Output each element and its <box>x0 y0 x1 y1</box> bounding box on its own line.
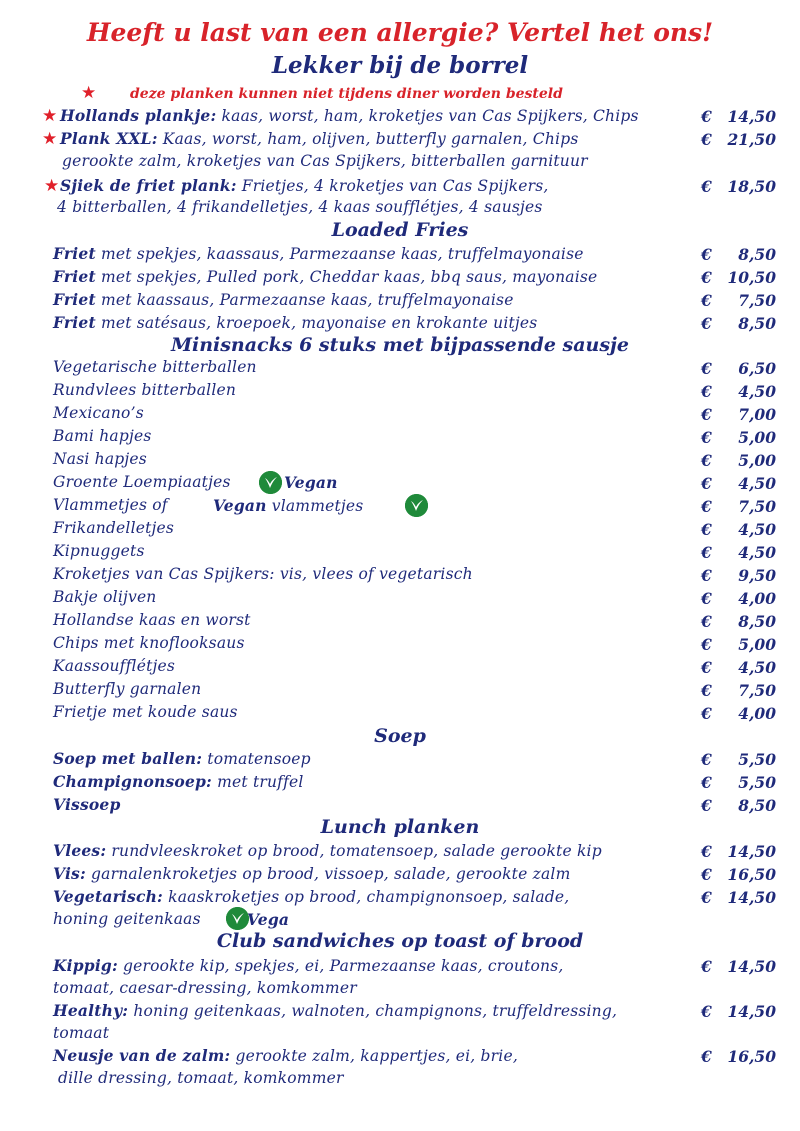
euro-sign: € <box>701 107 712 126</box>
item-desc-line2: honing geitenkaas <box>53 910 201 928</box>
menu-item-name-desc <box>53 496 168 514</box>
vega-leaf-icon <box>226 907 249 930</box>
item-name: Vegetarisch: <box>53 887 163 906</box>
item-name: Groente Loempiaatjes <box>53 473 231 491</box>
item-name: Friet <box>53 244 96 263</box>
item-name: Bami hapjes <box>53 427 152 445</box>
menu-item-name-desc <box>60 129 578 148</box>
page-title: Lekker bij de borrel <box>271 52 529 79</box>
euro-sign: € <box>701 268 712 287</box>
euro-sign: € <box>701 842 712 861</box>
vegan-label: Vegan <box>284 473 338 492</box>
item-price: 16,50 <box>727 865 776 884</box>
euro-sign: € <box>701 382 712 401</box>
euro-sign: € <box>701 177 712 196</box>
item-name: Neusje van de zalm: <box>53 1046 231 1065</box>
euro-sign: € <box>701 359 712 378</box>
item-price: 4,50 <box>738 520 776 539</box>
euro-sign: € <box>701 865 712 884</box>
item-desc: met spekjes, Pulled pork, Cheddar kaas, bbq saus, mayonaise <box>95 268 598 286</box>
menu-item-name-desc <box>53 887 569 906</box>
item-desc: rundvleeskroket op brood, tomatensoep, salade gerookte kip <box>106 842 602 860</box>
star-icon: ★ <box>44 176 60 196</box>
euro-sign: € <box>701 520 712 539</box>
item-price: 4,50 <box>738 658 776 677</box>
item-price: 14,50 <box>727 888 776 907</box>
item-name: Hollandse kaas en worst <box>53 611 251 629</box>
menu-item-name-desc <box>53 864 570 883</box>
menu-item-name-desc <box>60 176 549 195</box>
euro-sign: € <box>701 750 712 769</box>
item-price: 7,50 <box>738 681 776 700</box>
item-price: 8,50 <box>738 612 776 631</box>
euro-sign: € <box>701 888 712 907</box>
section-title-minisnacks: Minisnacks 6 stuks met bijpassende sausje <box>170 334 630 356</box>
item-price: 16,50 <box>727 1047 776 1066</box>
menu-item-name-desc <box>53 1001 617 1020</box>
euro-sign: € <box>701 405 712 424</box>
item-price: 4,50 <box>738 382 776 401</box>
euro-sign: € <box>701 658 712 677</box>
euro-sign: € <box>701 681 712 700</box>
item-name: Kippig: <box>53 956 118 975</box>
item-desc: kaaskroketjes op brood, champignonsoep, salade, <box>162 888 570 906</box>
menu-item-name-desc <box>53 841 602 860</box>
item-desc: vlammetjes <box>266 497 364 515</box>
item-name: Champignonsoep: <box>53 772 212 791</box>
item-price: 21,50 <box>727 130 776 149</box>
item-desc: gerookte zalm, kappertjes, ei, brie, <box>230 1047 518 1065</box>
item-desc-line2: 4 bitterballen, 4 frikandelletjes, 4 kaas soufflétjes, 4 sausjes <box>57 198 543 216</box>
vegan-label: Vegan <box>213 496 267 515</box>
menu-item-name-desc <box>53 290 514 309</box>
borrel-note: deze planken kunnen niet tijdens diner worden besteld <box>130 86 563 102</box>
item-desc: kaas, worst, ham, kroketjes van Cas Spijkers, Chips <box>216 107 639 125</box>
euro-sign: € <box>701 245 712 264</box>
item-price: 5,00 <box>738 635 776 654</box>
euro-sign: € <box>701 1002 712 1021</box>
euro-sign: € <box>701 474 712 493</box>
item-price: 9,50 <box>738 566 776 585</box>
euro-sign: € <box>701 291 712 310</box>
item-price: 8,50 <box>738 796 776 815</box>
item-name: Soep met ballen: <box>53 749 203 768</box>
item-desc: garnalenkroketjes op brood, vissoep, salade, gerookte zalm <box>85 865 571 883</box>
euro-sign: € <box>701 589 712 608</box>
vegan-leaf-icon <box>405 494 428 517</box>
item-price: 7,50 <box>738 497 776 516</box>
item-name: Friet <box>53 267 96 286</box>
menu-item-name-desc <box>53 313 537 332</box>
item-name: Vis: <box>53 864 86 883</box>
item-name: Friet <box>53 290 96 309</box>
vega-label: Vega <box>247 910 290 929</box>
euro-sign: € <box>701 130 712 149</box>
item-price: 14,50 <box>727 107 776 126</box>
menu-item-name-desc <box>53 772 304 791</box>
item-price: 4,00 <box>738 704 776 723</box>
item-price: 4,50 <box>738 474 776 493</box>
item-desc-line2: gerookte zalm, kroketjes van Cas Spijkers, bitterballen garnituur <box>62 152 588 170</box>
euro-sign: € <box>701 773 712 792</box>
item-desc: met satésaus, kroepoek, mayonaise en krokante uitjes <box>95 314 538 332</box>
item-price: 7,50 <box>738 291 776 310</box>
item-desc-line2: tomaat <box>53 1024 110 1042</box>
euro-sign: € <box>701 796 712 815</box>
item-name: Vlees: <box>53 841 107 860</box>
item-price: 5,00 <box>738 451 776 470</box>
star-icon: ★ <box>42 129 58 149</box>
euro-sign: € <box>701 612 712 631</box>
item-desc-line2: tomaat, caesar-dressing, komkommer <box>53 979 357 997</box>
item-price: 14,50 <box>727 957 776 976</box>
euro-sign: € <box>701 314 712 333</box>
item-name: Kaassoufflétjes <box>53 657 176 675</box>
item-price: 14,50 <box>727 842 776 861</box>
euro-sign: € <box>701 451 712 470</box>
item-name: Hollands plankje: <box>60 106 217 125</box>
euro-sign: € <box>701 566 712 585</box>
item-name: Healthy: <box>53 1001 129 1020</box>
item-name: Plank XXL: <box>60 129 158 148</box>
item-price: 8,50 <box>738 314 776 333</box>
menu-item-name-desc <box>53 795 121 814</box>
item-name: Vissoep <box>53 795 121 814</box>
menu-item-name-desc <box>53 267 597 286</box>
item-price: 5,50 <box>738 750 776 769</box>
star-icon: ★ <box>42 106 58 126</box>
item-price: 6,50 <box>738 359 776 378</box>
item-desc: Frietjes, 4 kroketjes van Cas Spijkers, <box>236 177 549 195</box>
item-desc: met kaassaus, Parmezaanse kaas, truffelmayonaise <box>95 291 514 309</box>
item-name: Chips met knoflooksaus <box>53 634 245 652</box>
item-name: Bakje olijven <box>53 588 157 606</box>
item-price: 8,50 <box>738 245 776 264</box>
section-title-soep: Soep <box>374 725 426 747</box>
item-price: 5,50 <box>738 773 776 792</box>
item-desc: tomatensoep <box>202 750 311 768</box>
euro-sign: € <box>701 704 712 723</box>
item-price: 7,00 <box>738 405 776 424</box>
item-name: Rundvlees bitterballen <box>53 381 237 399</box>
euro-sign: € <box>701 497 712 516</box>
menu-item-name-desc <box>53 473 231 491</box>
menu-item-name-desc <box>53 244 584 263</box>
vegan-variant <box>213 496 363 515</box>
item-price: 10,50 <box>727 268 776 287</box>
section-title-club: Club sandwiches op toast of brood <box>216 930 584 952</box>
item-name: Mexicano’s <box>53 404 144 422</box>
item-name: Sjiek de friet plank: <box>60 176 237 195</box>
section-title-lunch: Lunch planken <box>320 816 480 838</box>
menu-item-name-desc <box>53 749 311 768</box>
euro-sign: € <box>701 635 712 654</box>
item-name: Kipnuggets <box>53 542 145 560</box>
item-name: Kroketjes van Cas Spijkers: vis, vlees of vegetarisch <box>53 565 473 583</box>
item-desc: Kaas, worst, ham, olijven, butterfly garnalen, Chips <box>157 130 579 148</box>
menu-item-name-desc <box>53 956 564 975</box>
item-name: Vlammetjes of <box>53 496 168 514</box>
item-name: Nasi hapjes <box>53 450 147 468</box>
item-price: 4,50 <box>738 543 776 562</box>
item-desc-line2: dille dressing, tomaat, komkommer <box>58 1069 344 1087</box>
item-name: Vegetarische bitterballen <box>53 358 257 376</box>
item-name: Frietje met koude saus <box>53 703 238 721</box>
item-desc: met spekjes, kaassaus, Parmezaanse kaas, truffelmayonaise <box>95 245 584 263</box>
euro-sign: € <box>701 543 712 562</box>
item-desc: honing geitenkaas, walnoten, champignons, truffeldressing, <box>128 1002 618 1020</box>
item-desc: met truffel <box>211 773 304 791</box>
item-name: Friet <box>53 313 96 332</box>
menu-item-name-desc <box>53 1046 518 1065</box>
euro-sign: € <box>701 957 712 976</box>
item-price: 14,50 <box>727 1002 776 1021</box>
item-desc: gerookte kip, spekjes, ei, Parmezaanse kaas, croutons, <box>117 957 564 975</box>
item-price: 5,00 <box>738 428 776 447</box>
section-title-loaded-fries: Loaded Fries <box>331 219 469 241</box>
vegan-leaf-icon <box>259 471 282 494</box>
item-price: 18,50 <box>727 177 776 196</box>
menu-item-name-desc <box>60 106 639 125</box>
item-name: Frikandelletjes <box>53 519 175 537</box>
euro-sign: € <box>701 1047 712 1066</box>
item-name: Butterfly garnalen <box>53 680 202 698</box>
euro-sign: € <box>701 428 712 447</box>
allergy-notice: Heeft u last van een allergie? Vertel het ons! <box>86 18 714 47</box>
star-icon: ★ <box>81 83 97 103</box>
item-price: 4,00 <box>738 589 776 608</box>
